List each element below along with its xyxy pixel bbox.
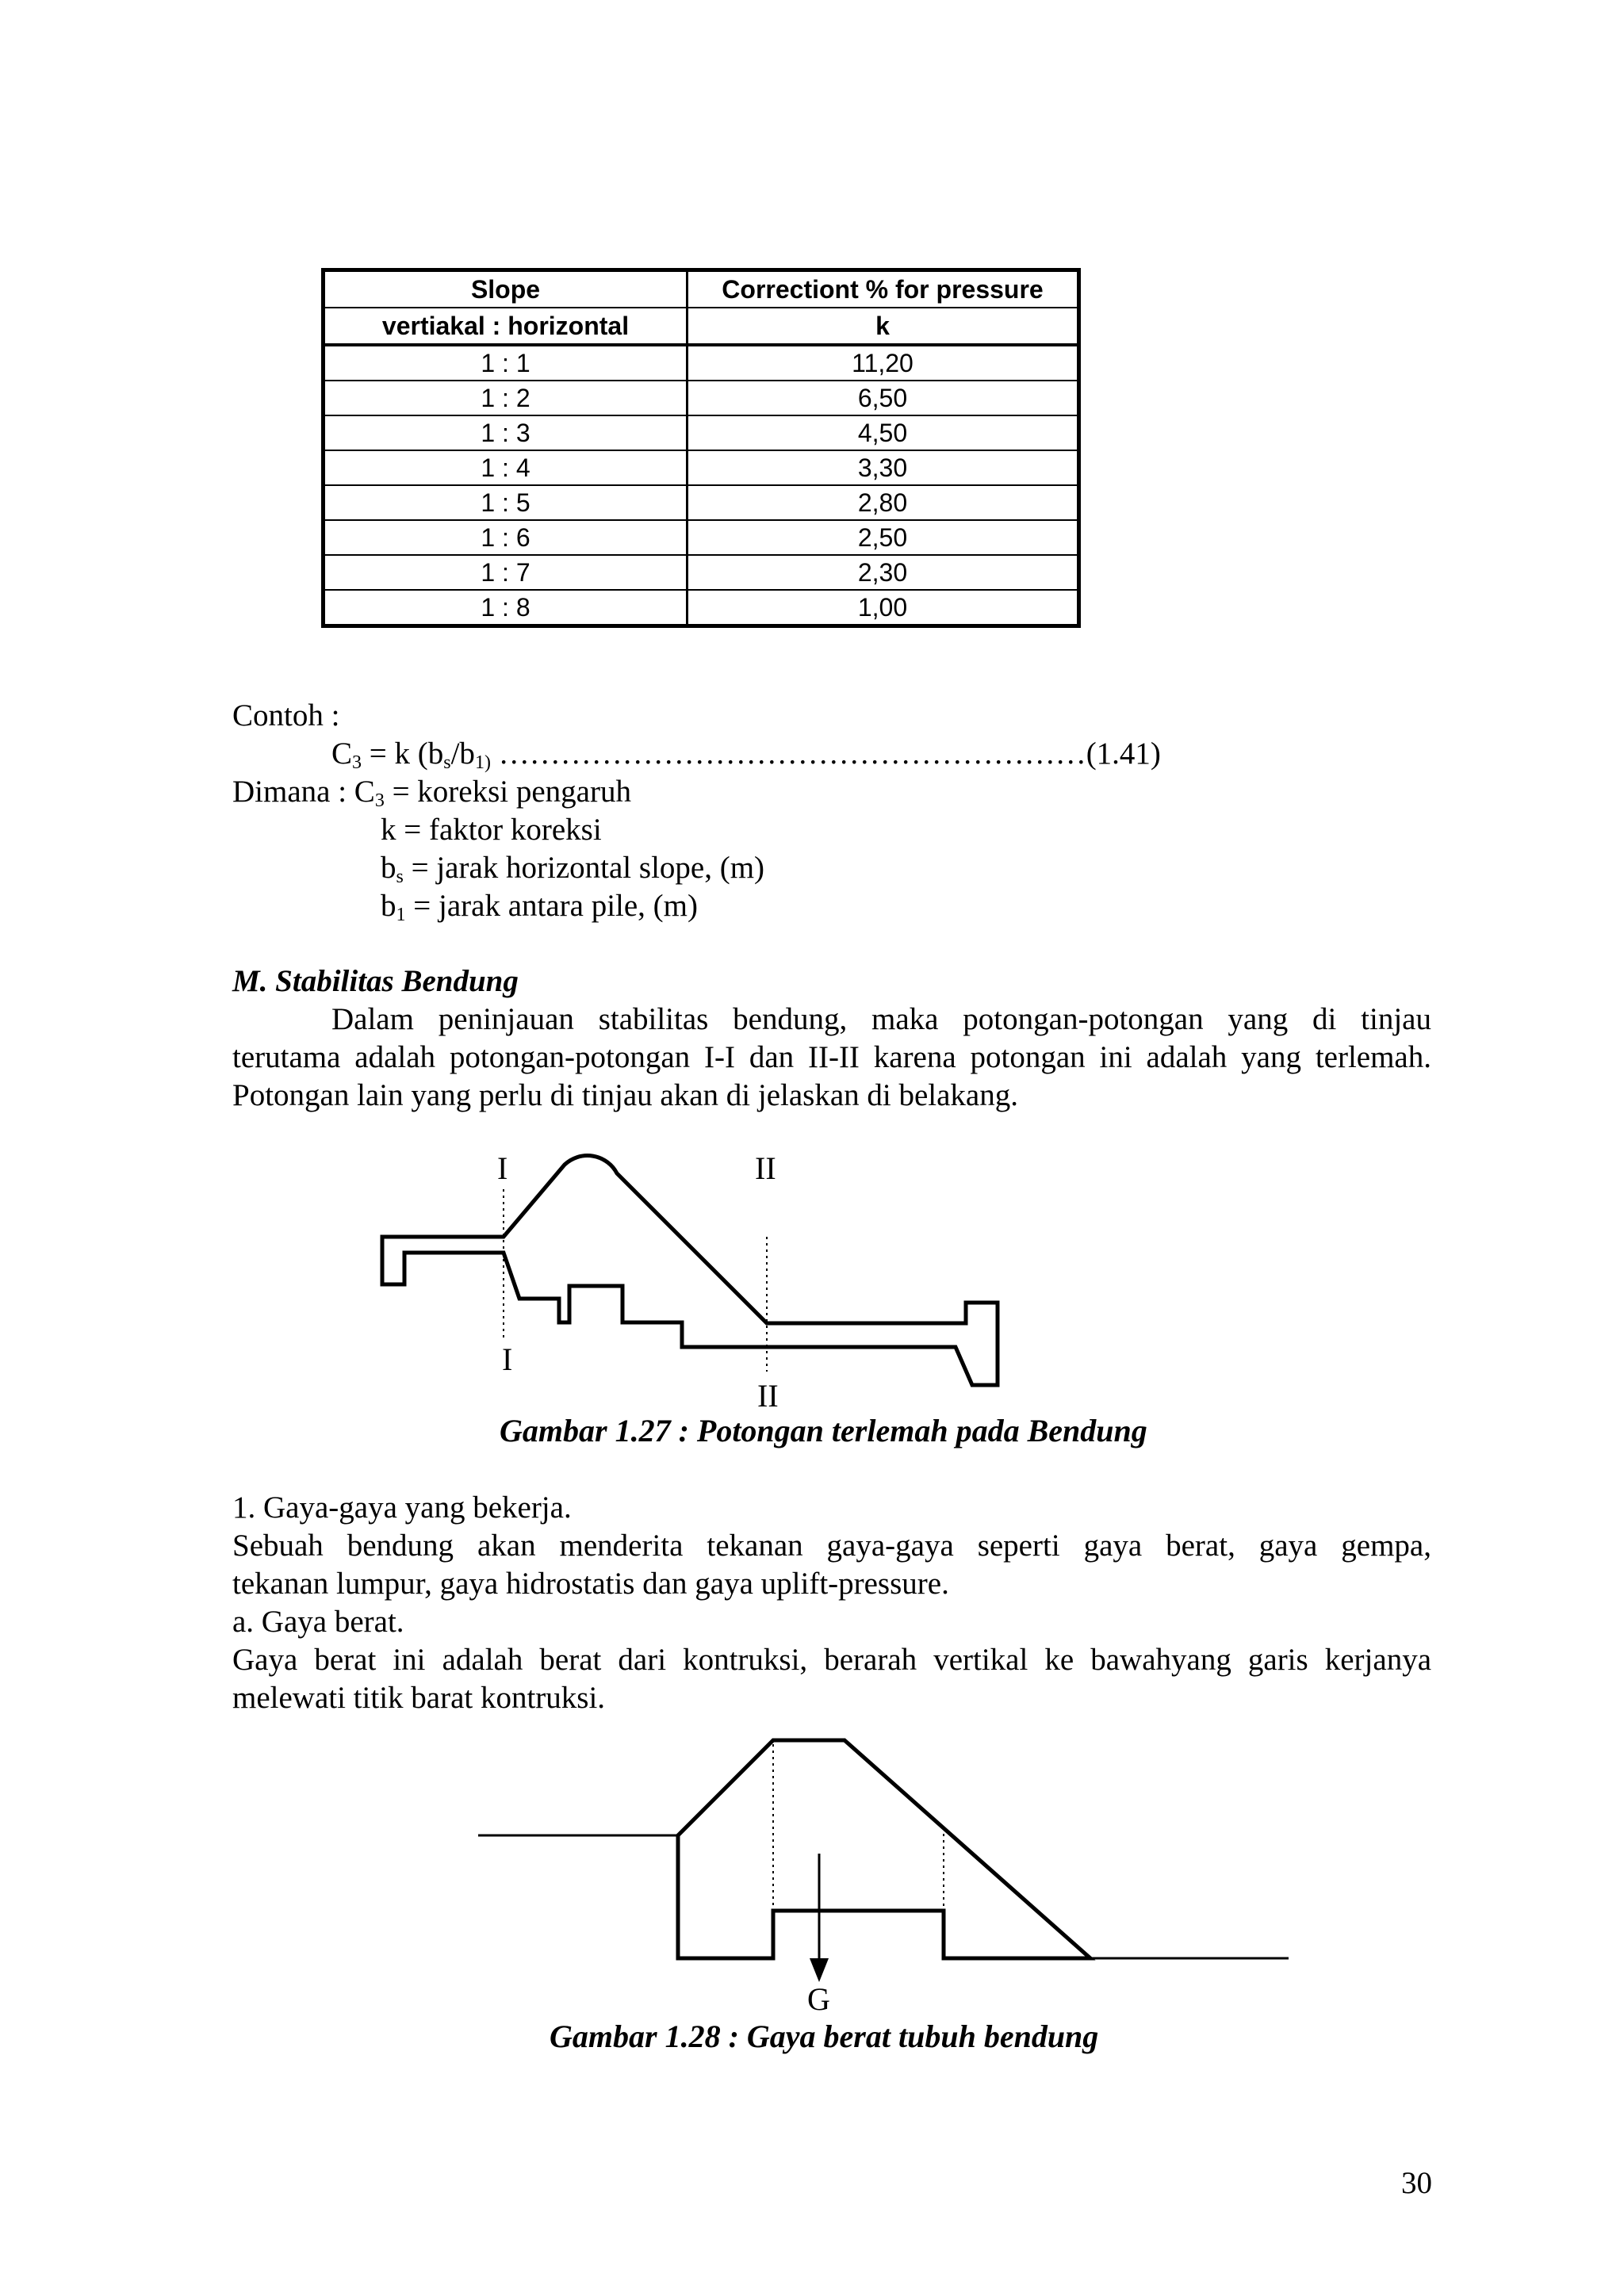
paragraph-line: Potongan lain yang perlu di tinjau akan di jelaskan di belakang. xyxy=(232,1078,1018,1112)
k-cell: 2,30 xyxy=(688,555,1079,590)
slope-cell: 1 : 4 xyxy=(324,450,688,485)
header-k: k xyxy=(688,308,1079,345)
weir-body-outline xyxy=(678,1740,1090,1958)
slope-cell: 1 : 2 xyxy=(324,381,688,415)
def-b1-sub: 1 xyxy=(396,905,406,925)
def-bs-sub: s xyxy=(396,867,404,887)
paragraph-line: Sebuah bendung akan menderita tekanan gaya-gaya seperti gaya berat, gaya gempa, xyxy=(232,1529,1431,1563)
def-b1-var: b xyxy=(381,889,396,923)
def-k: k = faktor koreksi xyxy=(381,813,602,847)
figure-caption-1-28: Gambar 1.28 : Gaya berat tubuh bendung xyxy=(550,2019,1099,2054)
slope-cell: 1 : 8 xyxy=(324,590,688,626)
slope-cell: 1 : 7 xyxy=(324,555,688,590)
formula-c: C xyxy=(331,737,353,771)
slope-cell: 1 : 1 xyxy=(324,345,688,381)
formula-text-b: /b xyxy=(450,737,475,771)
list-item-a: a. Gaya berat. xyxy=(232,1605,404,1639)
dimana-label: Dimana : C xyxy=(232,775,375,809)
formula-bs-sub: s xyxy=(443,752,451,773)
header-correction: Correctiont % for pressure xyxy=(688,270,1079,308)
k-cell: 11,20 xyxy=(688,345,1079,381)
k-cell: 1,00 xyxy=(688,590,1079,626)
list-item-1: 1. Gaya-gaya yang bekerja. xyxy=(232,1490,572,1525)
header-slope: Slope xyxy=(324,270,688,308)
figure-caption-1-27: Gambar 1.27 : Potongan terlemah pada Bendung xyxy=(500,1413,1147,1448)
formula-text-a: = k (b xyxy=(362,737,444,771)
dimana-def: = koreksi pengaruh xyxy=(384,775,631,809)
paragraph-line: Gaya berat ini adalah berat dari kontruksi, berarah vertikal ke bawahyang garis kerjanya xyxy=(232,1643,1431,1677)
paragraph-line: Dalam peninjauan stabilitas bendung, maka potongan-potongan yang di tinjau xyxy=(331,1002,1431,1036)
paragraph-line: terutama adalah potongan-potongan I-I dan II-II karena potongan ini adalah yang terlemah. xyxy=(232,1040,1431,1074)
gravity-arrow-head xyxy=(810,1958,829,1982)
dimana-sub: 3 xyxy=(374,790,385,811)
paragraph-line: melewati titik barat kontruksi. xyxy=(232,1681,606,1715)
paragraph-line: tekanan lumpur, gaya hidrostatis dan gaya uplift-pressure. xyxy=(232,1567,949,1601)
formula-c-sub: 3 xyxy=(352,752,362,773)
slope-cell: 1 : 6 xyxy=(324,520,688,555)
def-bs-text: = jarak horizontal slope, (m) xyxy=(403,851,765,885)
section-heading: M. Stabilitas Bendung xyxy=(232,964,519,998)
label-I-bottom: I xyxy=(502,1341,513,1377)
formula-b1-sub: 1) xyxy=(474,752,491,773)
label-I-top: I xyxy=(497,1150,508,1186)
k-cell: 3,30 xyxy=(688,450,1079,485)
label-G: G xyxy=(807,1981,830,2017)
label-II-bottom: II xyxy=(757,1378,779,1414)
k-cell: 2,80 xyxy=(688,485,1079,520)
contoh-label: Contoh : xyxy=(232,698,340,733)
label-II-top: II xyxy=(755,1150,776,1186)
header-slope-unit: vertiakal : horizontal xyxy=(324,308,688,345)
page-number: 30 xyxy=(1401,2166,1432,2200)
k-cell: 2,50 xyxy=(688,520,1079,555)
def-bs-var: b xyxy=(381,851,396,885)
k-cell: 4,50 xyxy=(688,415,1079,450)
def-b1-text: = jarak antara pile, (m) xyxy=(405,889,698,923)
k-cell: 6,50 xyxy=(688,381,1079,415)
slope-cell: 1 : 3 xyxy=(324,415,688,450)
slope-cell: 1 : 5 xyxy=(324,485,688,520)
formula-dots-ref: …………………………………………………(1.41) xyxy=(490,737,1161,771)
